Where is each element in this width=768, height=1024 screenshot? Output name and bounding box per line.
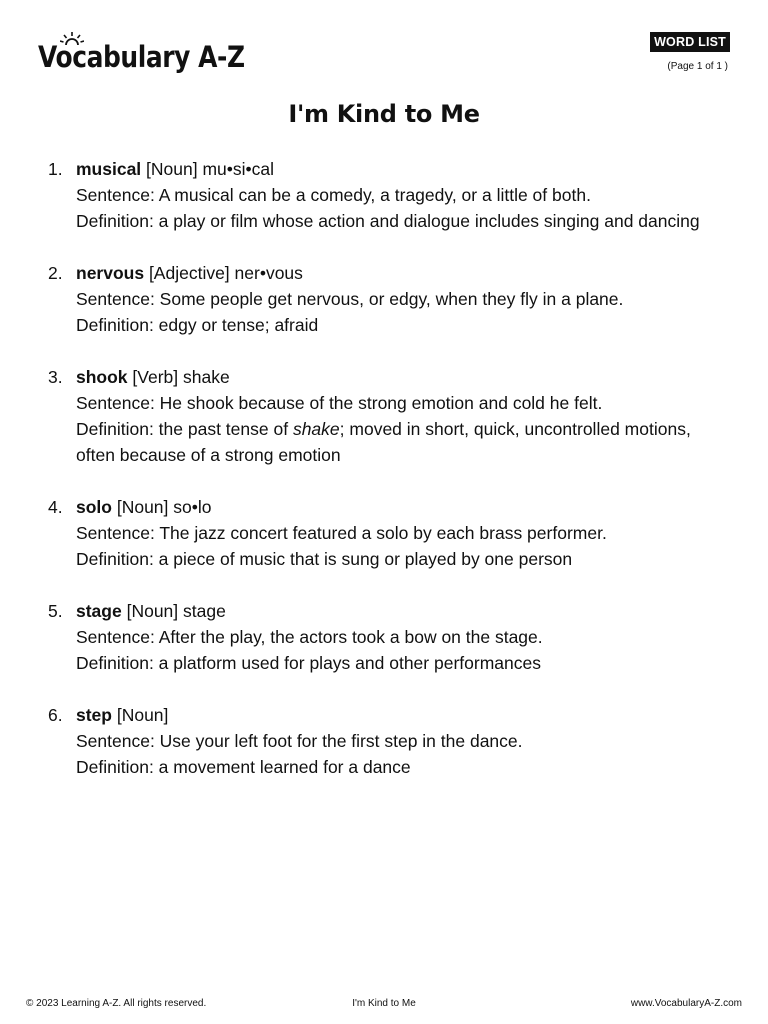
entry-definition: Definition: a platform used for plays and other performances xyxy=(76,653,541,673)
footer-title: I'm Kind to Me xyxy=(352,998,416,1009)
entry-sentence: Sentence: A musical can be a comedy, a tragedy, or a little of both. xyxy=(76,185,591,205)
entry-headword-line xyxy=(76,364,728,390)
word-list-badge: WORD LIST xyxy=(650,32,730,52)
entry-sentence: Sentence: After the play, the actors took a bow on the stage. xyxy=(76,627,543,647)
page-title: I'm Kind to Me xyxy=(288,100,480,128)
word-entry-musical xyxy=(48,156,728,234)
entry-headword-line xyxy=(76,494,728,520)
entry-definition xyxy=(76,416,728,468)
page-indicator: (Page 1 of 1 ) xyxy=(667,61,728,72)
entry-headword-line xyxy=(76,598,728,624)
entry-number: 1. xyxy=(48,159,63,179)
entry-word: step xyxy=(76,705,112,725)
footer-copyright: © 2023 Learning A-Z. All rights reserved. xyxy=(26,998,207,1009)
entry-sentence: Sentence: He shook because of the strong emotion and cold he felt. xyxy=(76,393,603,413)
entry-number: 3. xyxy=(48,367,63,387)
entry-word: musical xyxy=(76,159,142,179)
entry-number: 5. xyxy=(48,601,63,621)
entry-headword-line xyxy=(76,260,728,286)
entry-number: 4. xyxy=(48,497,63,517)
definition-italic-word: shake xyxy=(292,419,340,439)
entry-definition: Definition: edgy or tense; afraid xyxy=(76,315,319,335)
entry-definition: Definition: a movement learned for a dance xyxy=(76,757,411,777)
definition-suffix: ; moved in short, quick, uncontrolled motions, often because of a strong emotion xyxy=(76,419,691,465)
word-list xyxy=(48,156,728,806)
entry-word: nervous xyxy=(76,263,145,283)
entry-word: solo xyxy=(76,497,112,517)
entry-part-of-speech: [Adjective] ner•vous xyxy=(144,263,303,283)
entry-sentence: Sentence: Some people get nervous, or edgy, when they fly in a plane. xyxy=(76,289,624,309)
entry-part-of-speech: [Noun] xyxy=(111,705,169,725)
entry-number: 2. xyxy=(48,263,63,283)
word-entry-nervous xyxy=(48,260,728,338)
entry-headword-line xyxy=(76,702,728,728)
entry-part-of-speech: [Verb] shake xyxy=(127,367,230,387)
entry-part-of-speech: [Noun] stage xyxy=(121,601,226,621)
entry-sentence: Sentence: Use your left foot for the first step in the dance. xyxy=(76,731,523,751)
entry-number: 6. xyxy=(48,705,63,725)
word-entry-shook xyxy=(48,364,728,468)
vocabulary-az-logo xyxy=(38,32,245,82)
word-entry-step xyxy=(48,702,728,780)
entry-headword-line xyxy=(76,156,728,182)
entry-word: shook xyxy=(76,367,128,387)
entry-definition: Definition: a piece of music that is sung or played by one person xyxy=(76,549,573,569)
entry-part-of-speech: [Noun] so•lo xyxy=(111,497,212,517)
logo-text: Vocabulary A-Z xyxy=(38,40,245,74)
word-entry-stage xyxy=(48,598,728,676)
entry-sentence: Sentence: The jazz concert featured a solo by each brass performer. xyxy=(76,523,607,543)
entry-word: stage xyxy=(76,601,122,621)
definition-prefix: Definition: the past tense of xyxy=(76,419,293,439)
footer-website: www.VocabularyA-Z.com xyxy=(630,998,742,1009)
entry-definition: Definition: a play or film whose action and dialogue includes singing and dancing xyxy=(76,211,700,231)
word-entry-solo xyxy=(48,494,728,572)
entry-part-of-speech: [Noun] mu•si•cal xyxy=(141,159,275,179)
